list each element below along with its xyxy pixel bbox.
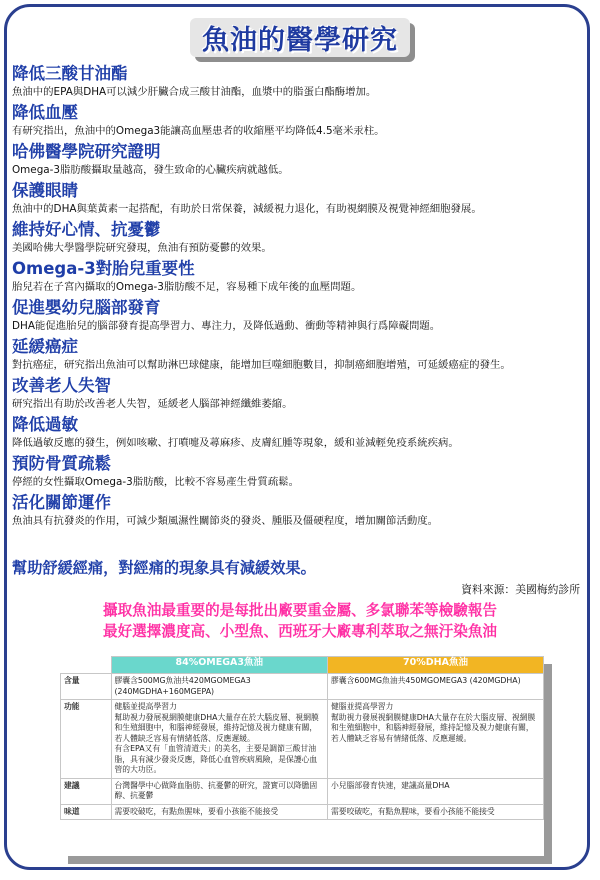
cell-omega3: 膠囊含500MG魚油共420MGOMEGA3 (240MGDHA+160MGEPA) (111, 674, 327, 700)
section-text: 降低過敏反應的發生，例如咳嗽、打噴嚏及蕁麻疹、皮膚紅腫等現象，緩和並減輕免疫系統疾病。 (12, 437, 459, 449)
section-dementia (12, 376, 586, 412)
cell-dha: 需要咬破吃，有點魚腥味，要看小孩能不能接受 (327, 804, 543, 820)
section-text: 魚油具有抗發炎的作用，可減少類風濕性關節炎的發炎、腫脹及僵硬程度，增加關節活動度。 (12, 515, 439, 527)
table-header-row (61, 657, 544, 674)
table-row (61, 700, 544, 779)
comparison-table (60, 656, 544, 820)
row-label: 含量 (61, 674, 112, 700)
section-heading: 降低過敏 (12, 415, 78, 434)
section-text: 停經的女性攝取Omega-3脂肪酸，比較不容易產生骨質疏鬆。 (12, 476, 299, 488)
section-heading: 活化關節運作 (12, 493, 111, 512)
research-list (12, 64, 586, 532)
section-mood (12, 220, 586, 256)
cell-dha: 健腦並提高學習力 幫助視力發展視網膜健康DHA大量存在於大腦皮層、視網膜和生殖細胞中，和腦神經發展，維持記憶及視力健康有關，若人體缺乏容易有情緒低落、反應遲緩。 (327, 700, 543, 779)
section-text: 魚油中的EPA與DHA可以減少肝臟合成三酸甘油酯，血漿中的脂蛋白酯酶增加。 (12, 86, 377, 98)
section-allergy (12, 415, 586, 451)
section-brain-development (12, 298, 586, 334)
section-heading: 促進嬰幼兒腦部發育 (12, 298, 161, 317)
section-text: 研究指出有助於改善老人失智，延緩老人腦部神經纖維萎縮。 (12, 398, 293, 410)
cell-omega3: 台灣醫學中心做降血脂肪、抗憂鬱的研究，證實可以降膽固醇、抗憂鬱 (111, 778, 327, 804)
warning-notice (0, 600, 600, 642)
warning-line-2: 最好選擇濃度高、小型魚、西班牙大廠專利萃取之無汙染魚油 (102, 623, 498, 640)
section-heading: 保護眼睛 (12, 181, 78, 200)
section-heading: 改善老人失智 (12, 376, 111, 395)
section-cancer (12, 337, 586, 373)
comparison-table-card (60, 656, 544, 856)
section-text: 美國哈佛大學醫學院研究發現，魚油有預防憂鬱的效果。 (12, 242, 272, 254)
cell-omega3: 健腦並提高學習力 幫助視力發展視網膜健康DHA大量存在於大腦皮層、視網膜和生殖細胞中，和腦神經發展，維持記憶及視力健康有關，若人體缺乏容易有情緒低落、反應遲緩。 有含EPA又有「血管清道夫」的美名，主要是調節三酸甘油脂，具有減少發炎反應，降低心血管疾病風險，是保護心血管的大功臣。 (111, 700, 327, 779)
cell-dha: 小兒腦部發育快速，建議高量DHA (327, 778, 543, 804)
table-corner (61, 657, 112, 674)
section-heading: 降低三酸甘油酯 (12, 64, 128, 83)
section-text: 胎兒若在子宮內攝取的Omega-3脂肪酸不足，容易種下成年後的血壓問題。 (12, 281, 362, 293)
section-heading: 預防骨質疏鬆 (12, 454, 111, 473)
section-harvard (12, 142, 586, 178)
title-banner (0, 18, 600, 57)
section-heading: 維持好心情、抗憂鬱 (12, 220, 161, 239)
section-text: 對抗癌症，研究指出魚油可以幫助淋巴球健康，能增加巨噬細胞數目，抑制癌細胞增殖，可延緩癌症的發生。 (12, 359, 511, 371)
section-heading: Omega-3對胎兒重要性 (12, 259, 195, 278)
table-row (61, 778, 544, 804)
section-fetus (12, 259, 586, 295)
section-triglycerides (12, 64, 586, 100)
section-osteoporosis (12, 454, 586, 490)
row-label: 味道 (61, 804, 112, 820)
section-text: Omega-3脂肪酸攝取量越高，發生致命的心臟疾病就越低。 (12, 164, 289, 176)
section-heading: 哈佛醫學院研究證明 (12, 142, 161, 161)
cell-omega3: 需要咬破吃，有點魚腥味，要看小孩能不能接受 (111, 804, 327, 820)
row-label: 功能 (61, 700, 112, 779)
section-text: DHA能促進胎兒的腦部發育提高學習力、專注力，及降低過動、衝動等精神與行爲障礙問題。 (12, 320, 441, 332)
table-row (61, 804, 544, 820)
section-heading: 降低血壓 (12, 103, 78, 122)
section-text: 魚油中的DHA與葉黃素一起搭配，有助於日常保養，減緩視力退化，有助視網膜及視覺神經細胞發展。 (12, 203, 482, 215)
cell-dha: 膠囊含600MG魚油共450MGOMEGA3 (420MGDHA) (327, 674, 543, 700)
table-row (61, 674, 544, 700)
section-eyes (12, 181, 586, 217)
header-dha: 70%DHA魚油 (327, 657, 543, 674)
section-text: 有研究指出，魚油中的Omega3能讓高血壓患者的收縮壓平均降低4.5毫米汞柱。 (12, 125, 385, 137)
page-title: 魚油的醫學研究 (190, 18, 410, 57)
row-label: 建議 (61, 778, 112, 804)
source-citation: 資料來源：美國梅約診所 (461, 583, 580, 596)
section-heading: 延緩癌症 (12, 337, 78, 356)
section-joints (12, 493, 586, 529)
header-omega3: 84%OMEGA3魚油 (111, 657, 327, 674)
warning-line-1: 攝取魚油最重要的是每批出廠要重金屬、多氯聯苯等檢驗報告 (102, 602, 498, 619)
section-blood-pressure (12, 103, 586, 139)
highlight-menstrual-pain: 幫助舒緩經痛，對經痛的現象具有減緩效果。 (12, 559, 316, 577)
